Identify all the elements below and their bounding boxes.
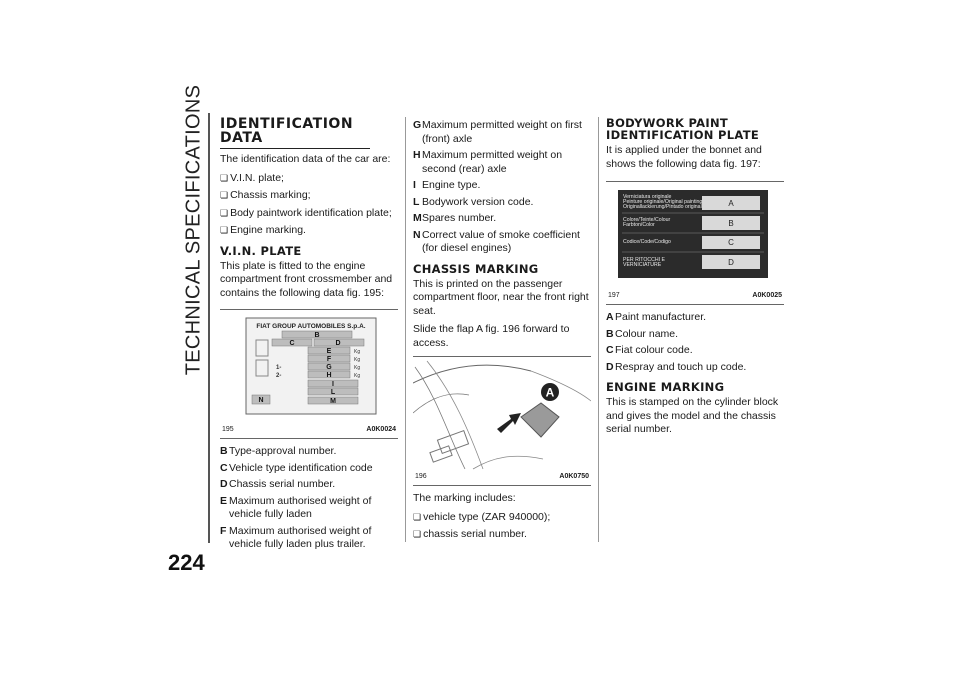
plate-text: VERNICIATURE (623, 262, 662, 268)
vin-plate-text: This plate is fitted to the engine compartment front crossmember and contains the following data fig. 195: (220, 259, 393, 299)
definition-item: A Paint manufacturer. (606, 311, 707, 323)
figure-code: A0K0024 (366, 425, 396, 433)
definition-item: L Bodywork version code. (413, 195, 534, 208)
section-side-title: TECHNICAL SPECIFICATIONS (182, 84, 205, 376)
vin-plate-heading: V.I.N. PLATE (220, 243, 302, 258)
list-item: ❏ vehicle type (ZAR 940000); (413, 511, 591, 525)
plate-letter-l: L (330, 389, 336, 396)
chassis-marking-heading: CHASSIS MARKING (413, 261, 539, 276)
intro-text: The identification data of the car are: (220, 153, 391, 165)
definition-item: E Maximum authorised weight of vehicle fully laden (220, 494, 372, 520)
side-divider (208, 113, 210, 543)
plate-letter-i: I (332, 381, 334, 388)
plate-text: Farbton/Color (623, 222, 655, 228)
plate-text: Colore/Teinte/Colour (623, 217, 671, 223)
plate-letter-f: F (326, 356, 332, 363)
plate-text: Peinture originale/Original painting (623, 199, 703, 205)
definition-item: D Chassis serial number. (220, 478, 336, 490)
figure-caption (415, 470, 589, 484)
figure-number: 195 (222, 425, 234, 433)
plate-letter-h: H (326, 372, 332, 379)
plate-letter-c: C (289, 340, 295, 347)
plate-letter-m: M (330, 398, 336, 405)
definition-item: B Type-approval number. (220, 445, 337, 457)
plate-text: Verniciatura originale (623, 194, 672, 200)
figure-caption (608, 289, 782, 303)
page-number: 224 (168, 550, 205, 575)
plate-text: Codice/Code/Codigo (623, 239, 671, 245)
figure-code: A0K0750 (559, 472, 589, 480)
figure-196 (413, 356, 591, 486)
bodywork-paint-heading: BODYWORK PAINT IDENTIFICATION PLATE (606, 116, 760, 142)
figure-caption (222, 423, 396, 437)
figure-195 (220, 309, 398, 439)
plate-text: PER RITOCCHI E (623, 257, 665, 263)
column-divider (598, 117, 599, 542)
definition-item: C Fiat colour code. (606, 344, 693, 356)
definition-item: B Colour name. (606, 327, 679, 340)
row-label: 2- (276, 373, 282, 379)
engine-marking-heading: ENGINE MARKING (606, 380, 725, 394)
engine-text: This is stamped on the cylinder block and gives the model and the chassis serial number. (606, 396, 779, 435)
bodywork-text: It is applied under the bonnet and shows the following data fig. 197: (606, 144, 762, 170)
plate-letter-b: B (314, 332, 320, 339)
box-d: D (728, 258, 734, 267)
flap-label: A (545, 385, 555, 400)
list-item: ❏ Body paintwork identification plate; (220, 207, 398, 221)
plate-text: Originallackierung/Pintado original (623, 204, 702, 210)
plate-letter-g: G (326, 364, 332, 371)
figure-number: 196 (415, 472, 427, 480)
definition-item: N Correct value of smoke coefficient (for diesel engines) (413, 228, 580, 254)
box-a: A (728, 199, 734, 208)
flap-text: Slide the flap A fig. 196 forward to access. (413, 323, 570, 349)
column-2 (413, 117, 591, 546)
list-item: ❏ chassis serial number. (413, 528, 591, 542)
definition-item: C Vehicle type identification code (220, 461, 373, 474)
box-c: C (728, 238, 734, 247)
unit-kg: Kg (354, 365, 361, 371)
paint-plate-illustration (606, 182, 784, 288)
definition-item: H Maximum permitted weight on second (rear) axle (413, 149, 563, 175)
plate-title: FIAT GROUP AUTOMOBILES S.p.A. (256, 323, 366, 330)
definition-item: G Maximum permitted weight on first (front) axle (413, 119, 582, 145)
column-3 (606, 117, 784, 442)
identification-data-heading: IDENTIFICATION DATA (220, 117, 370, 149)
plate-letter-d: D (335, 340, 341, 347)
includes-text: The marking includes: (413, 492, 516, 504)
figure-number: 197 (608, 291, 620, 299)
figure-197 (606, 181, 784, 305)
figure-code: A0K0025 (752, 291, 782, 299)
list-item: ❏ Engine marking. (220, 224, 398, 238)
box-b: B (728, 219, 734, 228)
chassis-text: This is printed on the passenger compartment floor, near the front right seat. (413, 277, 589, 317)
definition-item: M Spares number. (413, 212, 497, 224)
column-divider (405, 117, 406, 542)
unit-kg: Kg (354, 357, 361, 363)
definition-item: F Maximum authorised weight of vehicle fully laden plus trailer. (220, 524, 372, 550)
chassis-flap-illustration (413, 357, 591, 471)
column-1 (220, 117, 398, 555)
list-item: ❏ V.I.N. plate; (220, 172, 398, 186)
unit-kg: Kg (354, 373, 361, 379)
row-label: 1- (276, 365, 282, 371)
list-item: ❏ Chassis marking; (220, 189, 398, 203)
unit-kg: Kg (354, 349, 361, 355)
vin-plate-illustration (220, 310, 398, 422)
definition-item: D Respray and touch up code. (606, 360, 747, 373)
plate-letter-e: E (326, 348, 332, 355)
plate-letter-n: N (258, 397, 264, 404)
definition-item: I Engine type. (413, 179, 481, 191)
